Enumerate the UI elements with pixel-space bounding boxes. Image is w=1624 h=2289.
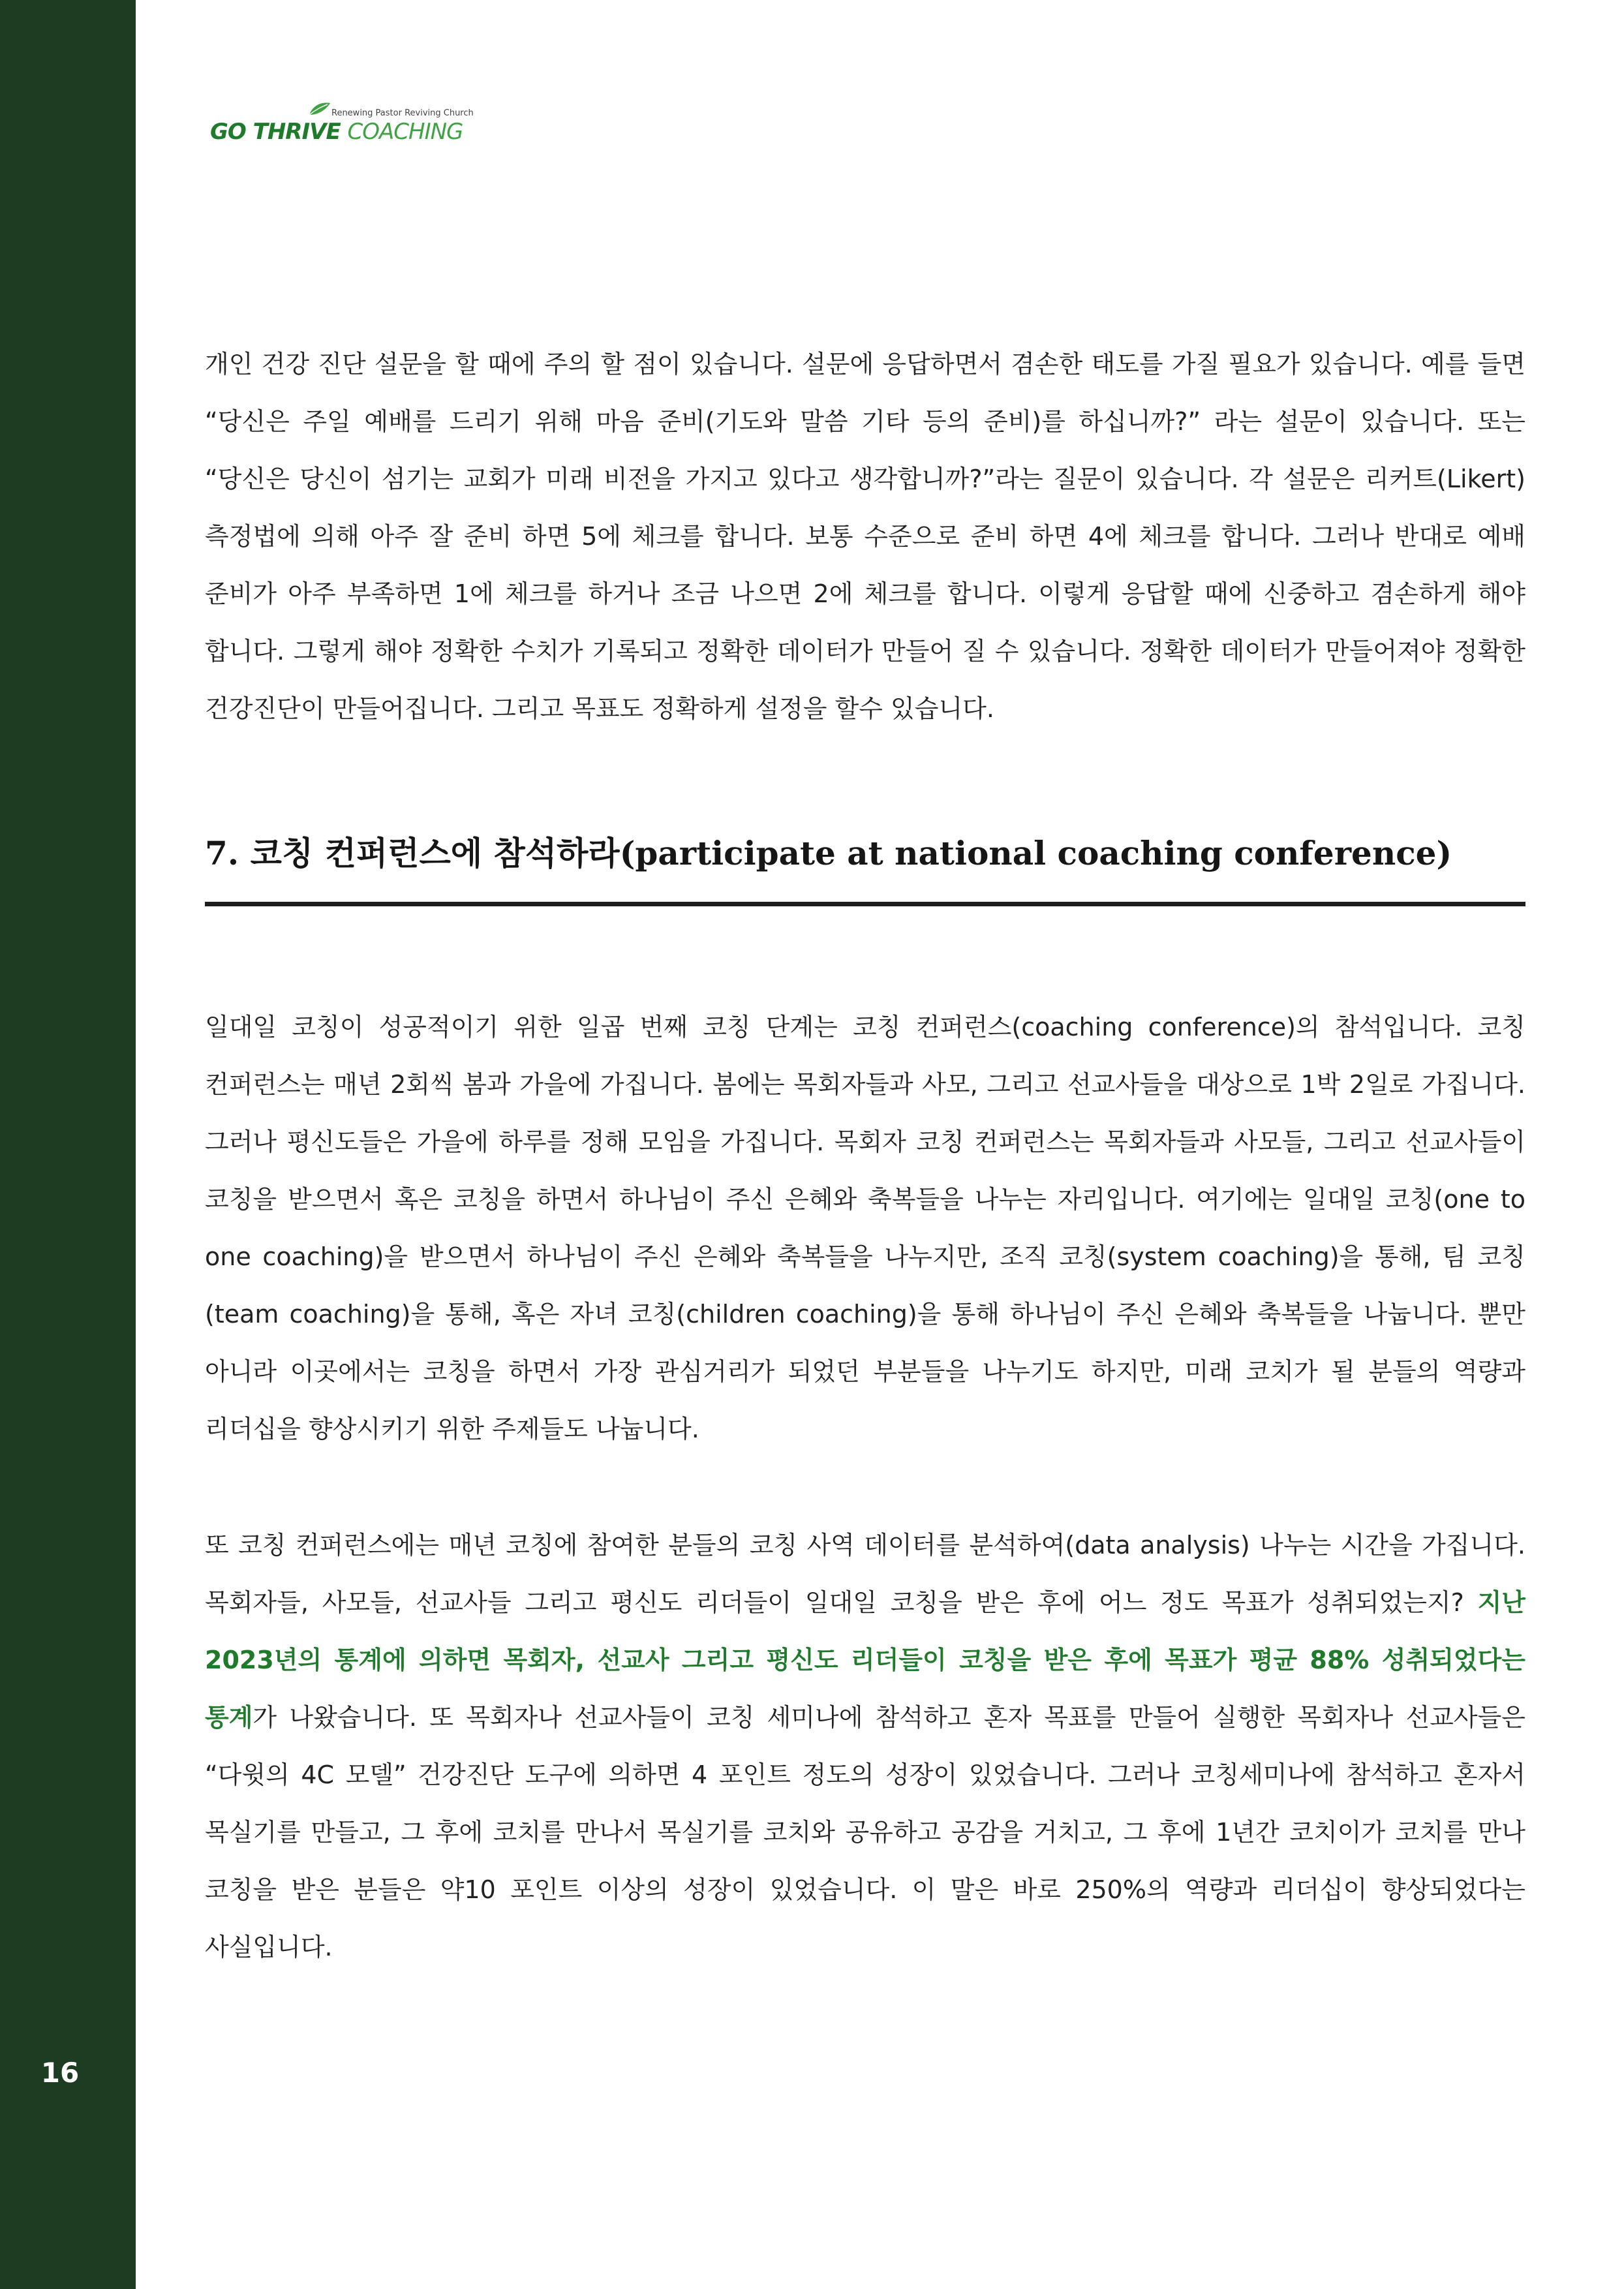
paragraph-data-analysis	[205, 1516, 1525, 1976]
logo-go-thrive: GO THRIVE	[210, 119, 341, 145]
heading-divider	[205, 902, 1525, 906]
statistic-highlight: 지난 2023년의 통계에 의하면 목회자, 선교사 그리고 평신도 리더들이 코칭을 받은 후에 목표가 평균 88% 성취되었다는 통계	[205, 1588, 1525, 1732]
logo-wordmark	[210, 119, 463, 145]
logo-tagline: Renewing Pastor Reviving Church	[331, 108, 474, 118]
sidebar-band	[0, 0, 136, 2289]
paragraph-3-lead: 또 코칭 컨퍼런스에는 매년 코칭에 참여한 분들의 코칭 사역 데이터를 분석하여(data analysis) 나누는 시간을 가집니다. 목회자들, 사모들, 선교사들 그리고 평신도 리더들이 일대일 코칭을 받은 후에 어느 정도 목표가 성취되었는지?	[205, 1531, 1525, 1617]
paragraph-3-rest: 가 나왔습니다. 또 목회자나 선교사들이 코칭 세미나에 참석하고 혼자 목표를 만들어 실행한 목회자나 선교사들은 “다윗의 4C 모델” 건강진단 도구에 의하면 4 포인트 정도의 성장이 있었습니다. 그러나 코칭세미나에 참석하고 혼자서 목실기를 만들고, 그 후에 코치를 만나서 목실기를 코치와 공유하고 공감을 거치고, 그 후에 1년간 코치이가 코치를 만나 코칭을 받은 분들은 약10 포인트 이상의 성장이 있었습니다. 이 말은 바로 250%의 역량과 리더십이 향상되었다는 사실입니다.	[205, 1703, 1525, 1961]
paragraph-3-text	[205, 1516, 1525, 1976]
brand-logo	[210, 97, 484, 155]
leaf-icon	[308, 100, 331, 116]
paragraph-conference	[205, 998, 1525, 1458]
paragraph-1-text: 개인 건강 진단 설문을 할 때에 주의 할 점이 있습니다. 설문에 응답하면서 겸손한 태도를 가질 필요가 있습니다. 예를 들면 “당신은 주일 예배를 드리기 위해 마음 준비(기도와 말씀 기타 등의 준비)를 하십니까?” 라는 설문이 있습니다. 또는 “당신은 당신이 섬기는 교회가 미래 비전을 가지고 있다고 생각합니까?”라는 질문이 있습니다. 각 설문은 리커트(Likert) 측정법에 의해 아주 잘 준비 하면 5에 체크를 합니다. 보통 수준으로 준비 하면 4에 체크를 합니다. 그러나 반대로 예배 준비가 아주 부족하면 1에 체크를 하거나 조금 나으면 2에 체크를 합니다. 이렇게 응답할 때에 신중하고 겸손하게 해야 합니다. 그렇게 해야 정확한 수치가 기록되고 정확한 데이터가 만들어 질 수 있습니다. 정확한 데이터가 만들어져야 정확한 건강진단이 만들어집니다. 그리고 목표도 정확하게 설정을 할수 있습니다.	[205, 350, 1525, 723]
paragraph-2-text: 일대일 코칭이 성공적이기 위한 일곱 번째 코칭 단계는 코칭 컨퍼런스(coaching conference)의 참석입니다. 코칭 컨퍼런스는 매년 2회씩 봄과 가을에 가집니다. 봄에는 목회자들과 사모, 그리고 선교사들을 대상으로 1박 2일로 가집니다. 그러나 평신도들은 가을에 하루를 정해 모임을 가집니다. 목회자 코칭 컨퍼런스는 목회자들과 사모들, 그리고 선교사들이 코칭을 받으면서 혹은 코칭을 하면서 하나님이 주신 은혜와 축복들을 나누는 자리입니다. 여기에는 일대일 코칭(one to one coaching)을 받으면서 하나님이 주신 은혜와 축복들을 나누지만, 조직 코칭(system coaching)을 통해, 팀 코칭(team coaching)을 통해, 혹은 자녀 코칭(children coaching)을 통해 하나님이 주신 은혜와 축복들을 나눕니다. 뿐만 아니라 이곳에서는 코칭을 하면서 가장 관심거리가 되었던 부분들을 나누기도 하지만, 미래 코치가 될 분들의 역량과 리더십을 향상시키기 위한 주제들도 나눕니다.	[205, 1013, 1525, 1443]
page-number: 16	[40, 2057, 80, 2089]
paragraph-survey-caution	[205, 335, 1525, 737]
section-heading: 7. 코칭 컨퍼런스에 참석하라(participate at national coaching conference)	[205, 834, 1452, 872]
section-heading-block	[205, 821, 1525, 906]
logo-coaching: COACHING	[347, 119, 463, 145]
